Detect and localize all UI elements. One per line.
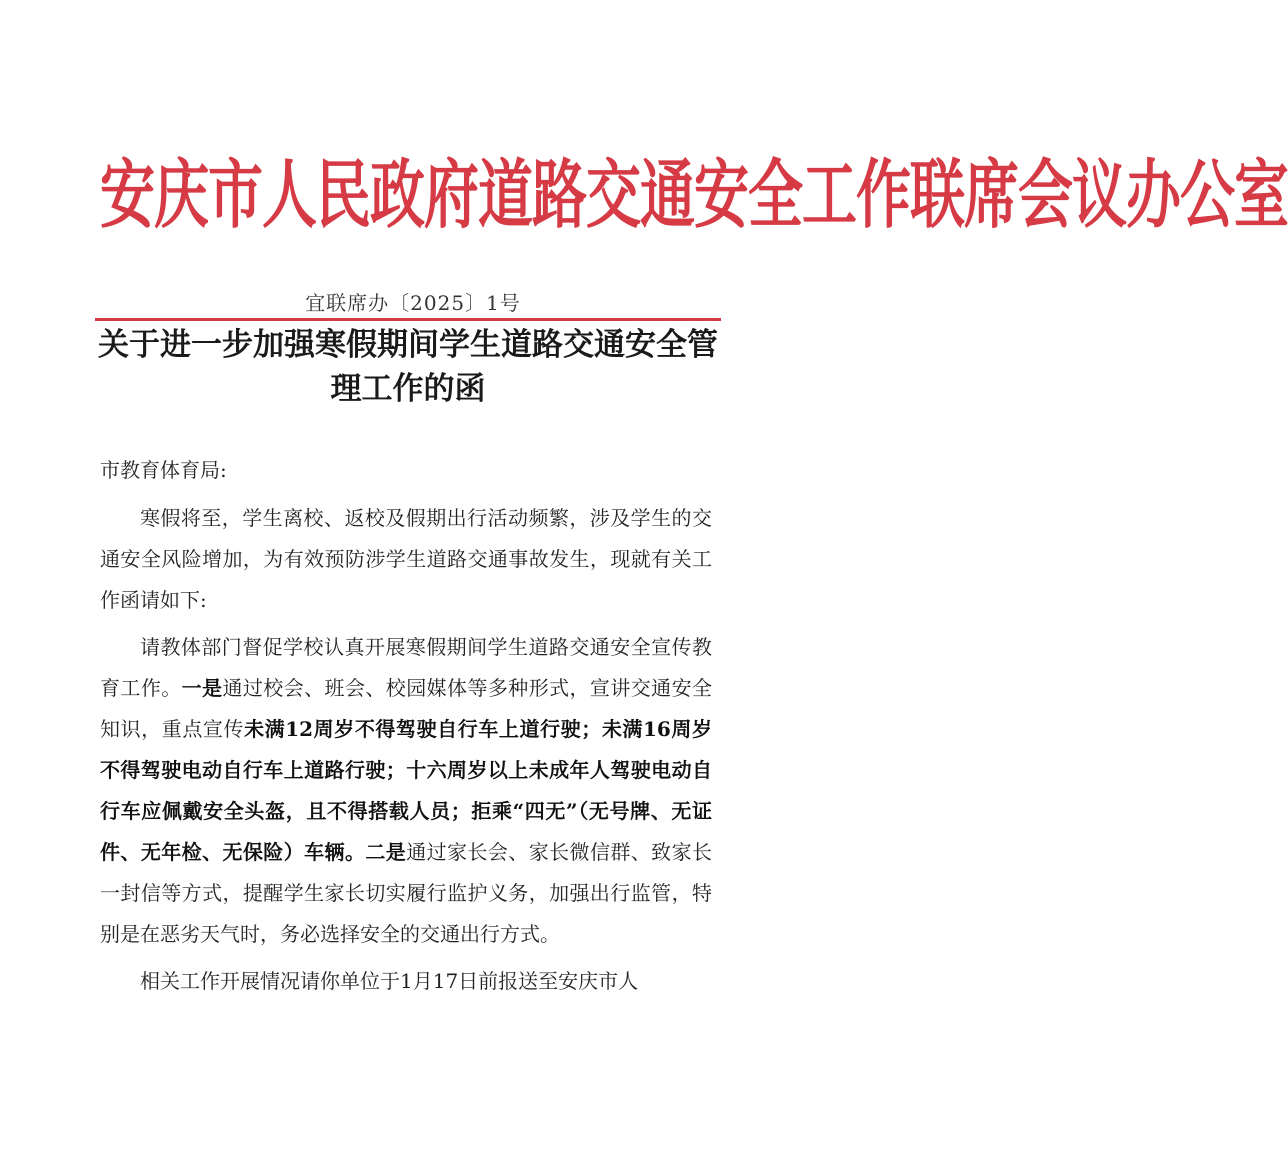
title-line-2: 理工作的函 [330,371,486,407]
title-line-1: 关于进一步加强寒假期间学生道路交通安全管 [98,327,718,363]
paragraph-2 [100,627,712,955]
document-title [95,323,721,411]
paragraph-2-bold-2: 未满12周岁不得驾驶自行车上道行驶；未满16周岁不得驾驶电动自行车上道路行驶；十六周岁以上未成年人驾驶电动自行车应佩戴安全头盔，且不得搭载人员；拒乘“四无”（无号牌、无证件、无年检、无保险）车辆。 [100,717,713,864]
paragraph-1: 寒假将至，学生离校、返校及假期出行活动频繁，涉及学生的交通安全风险增加，为有效预防涉学生道路交通事故发生，现就有关工作函请如下: [100,506,712,612]
salutation: 市教育体育局: [100,458,227,482]
paragraph-2-text-3: 通过家长会、家长微信群、致家长一封信等方式，提醒学生家长切实履行监护义务，加强出行监管，特别是在恶劣天气时，务必选择安全的交通出行方式。 [100,840,713,946]
paragraph-2-text-1: 请教体部门督促学校认真开展寒假期间学生道路交通安全宣传教育工作。 [100,635,712,700]
document-body [100,450,712,1002]
document-number: 宜联席办〔2025〕1号 [305,291,521,315]
paragraph-2-bold-1: 一是 [181,676,223,700]
paragraph-2-text-2: 通过校会、班会、校园媒体等多种形式，宣讲交通安全知识，重点宣传 [100,676,713,741]
paragraph-3: 相关工作开展情况请你单位于1月17日前报送至安庆市人 [140,969,639,993]
paragraph-2-bold-3: 二是 [365,840,407,864]
issuing-organization-header: 安庆市人民政府道路交通安全工作联席会议办公室 [100,150,1288,239]
red-divider-line [95,318,721,321]
